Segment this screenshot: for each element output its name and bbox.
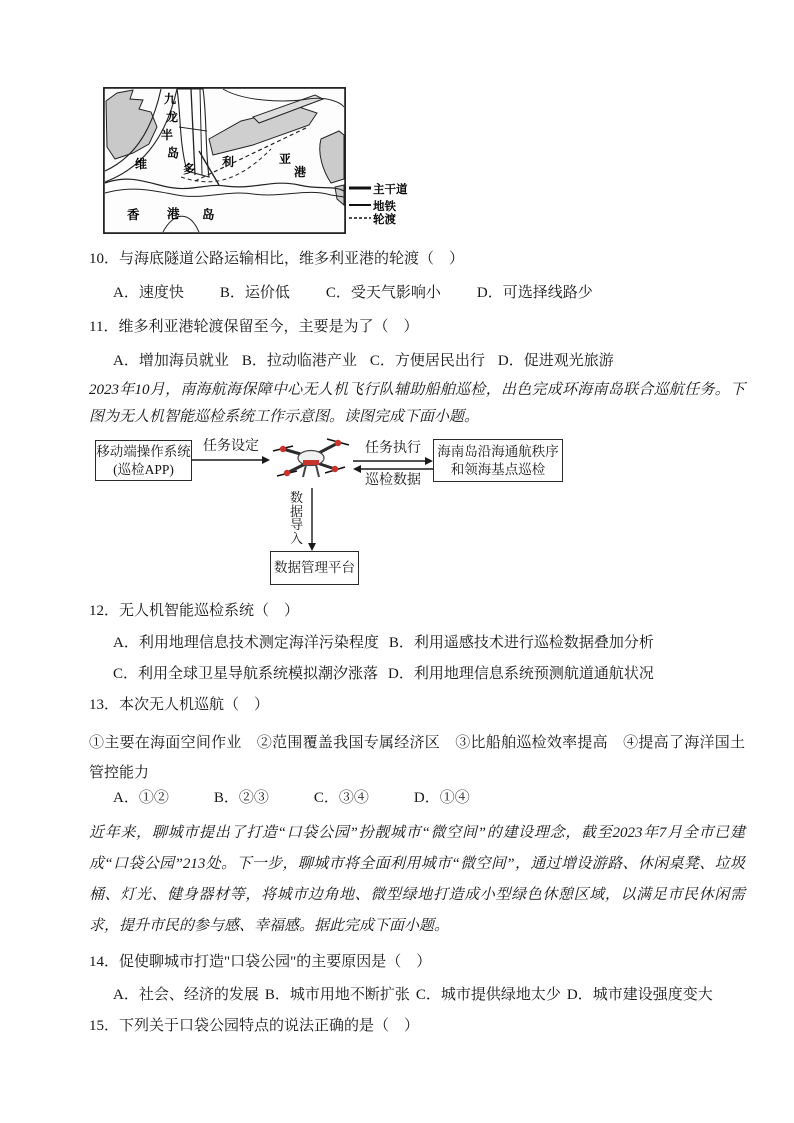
- map-label-kowloon-char: 半: [161, 128, 174, 142]
- arrow-label-task-set: 任务设定: [203, 439, 259, 454]
- option-d: D．城市建设强度变大: [566, 987, 713, 1003]
- map-label-island-char: 港: [167, 207, 180, 221]
- question-13: [89, 697, 745, 807]
- option-a: A．①②: [113, 790, 169, 806]
- map-label-harbour-char: 利: [222, 155, 235, 169]
- option-c: C．受天气影响小: [325, 285, 441, 301]
- box-text-line: 海南岛沿海通航秩序: [437, 443, 559, 459]
- question-options: [113, 285, 745, 302]
- map-label-island-char: 香: [127, 208, 140, 222]
- question-options: [113, 353, 745, 370]
- arrow-label-data-import: 数据导入: [289, 490, 303, 546]
- box-text-line: (巡检APP): [113, 461, 174, 477]
- question-10: [89, 251, 745, 302]
- question-15: [89, 1018, 745, 1035]
- map-label-harbour-char: 维: [135, 157, 148, 171]
- legend-label-metro: 地铁: [373, 201, 396, 213]
- option-a: A．利用地理信息技术测定海洋污染程度: [113, 635, 379, 651]
- arrow-label-patrol-data: 巡检数据: [365, 473, 421, 488]
- question-text: 与海底隧道公路运输相比，维多利亚港的轮渡（ ）: [119, 251, 465, 267]
- question-sub-items: ①主要在海面空间作业 ②范围覆盖我国专属经济区 ③比船舶巡检效率提高 ④提高了海洋国土管控能力: [89, 735, 745, 781]
- question-stem: [89, 954, 745, 971]
- question-text: 下列关于口袋公园特点的说法正确的是（ ）: [119, 1018, 420, 1034]
- option-c: C．③④: [313, 790, 369, 806]
- legend-label-ferry: 轮渡: [373, 214, 396, 226]
- option-a: A．社会、经济的发展: [113, 987, 259, 1003]
- legend-label-main-road: 主干道: [373, 184, 408, 196]
- box-text-line: 数据管理平台: [274, 560, 355, 575]
- map-label-harbour-char: 亚: [279, 152, 292, 166]
- option-d: D．利用地理信息系统预测航道通航状况: [388, 666, 654, 682]
- option-d: D．促进观光旅游: [497, 353, 614, 369]
- question-text: 本次无人机巡航（ ）: [119, 697, 270, 713]
- option-b: B．拉动临港产业: [241, 353, 357, 369]
- intro-paragraph-drone: 2023年10月，南海航海保障中心无人机飞行队辅助船舶巡检，出色完成环海南岛联合巡航任务。下图为无人机智能巡检系统工作示意图。读图完成下面小题。: [89, 382, 745, 425]
- map-label-island-char: 岛: [202, 208, 215, 222]
- flowchart-box-patrol-target: [433, 439, 563, 482]
- option-d: D．可选择线路少: [476, 285, 593, 301]
- question-options: [113, 790, 745, 807]
- arrowhead-right: [425, 457, 433, 465]
- option-c: C．方便居民出行: [369, 353, 485, 369]
- question-text: 维多利亚港轮渡保留至今，主要是为了（ ）: [118, 319, 419, 335]
- flowchart-box-mobile-os: [95, 440, 192, 481]
- question-11: [89, 319, 745, 370]
- option-a: A．增加海员就业: [113, 353, 229, 369]
- question-options-row2: [113, 666, 745, 683]
- option-d: D．①④: [413, 790, 470, 806]
- question-stem: [89, 603, 745, 620]
- map-label-harbour-char: 多: [183, 162, 196, 176]
- question-number: 12．: [89, 603, 120, 619]
- question-number: 13．: [89, 697, 120, 713]
- harbour-map-drawing: [103, 87, 483, 234]
- option-b: B．城市用地不断扩张: [264, 987, 410, 1003]
- drone-icon: [269, 431, 353, 487]
- question-number: 15．: [89, 1018, 120, 1034]
- question-12: [89, 603, 745, 683]
- question-number: 10．: [89, 251, 120, 267]
- box-text-line: 移动端操作系统: [96, 443, 191, 459]
- question-stem: [89, 1018, 745, 1035]
- option-a: A．速度快: [113, 285, 184, 301]
- question-text: 无人机智能巡检系统（ ）: [119, 603, 300, 619]
- drone-system-flowchart: [89, 431, 745, 588]
- option-c: C．利用全球卫星导航系统模拟潮汐涨落: [113, 666, 379, 682]
- question-stem: [89, 251, 745, 268]
- box-text-line: 和领海基点巡检: [450, 461, 546, 477]
- question-stem: [89, 319, 745, 336]
- question-number: 11．: [89, 319, 119, 335]
- question-options-row1: [113, 635, 745, 652]
- map-label-kowloon-char: 龙: [166, 110, 179, 124]
- map-label-harbour-char: 港: [294, 165, 307, 179]
- arrowhead-down: [308, 543, 316, 551]
- arrow-label-task-exec: 任务执行: [365, 441, 421, 456]
- flowchart-box-data-platform: [270, 551, 359, 585]
- option-b: B．运价低: [219, 285, 290, 301]
- arrowhead-left: [353, 465, 361, 473]
- option-b: B．②③: [213, 790, 269, 806]
- option-b: B．利用遥感技术进行巡检数据叠加分析: [388, 635, 654, 651]
- intro-paragraph-pocket-park: 近年来，聊城市提出了打造“口袋公园”扮靓城市“微空间”的建设理念，截至2023年7月全市已建成“口袋公园”213处。下一步，聊城市将全面利用城市“微空间”，通过增设游路、休闲桌凳、垃圾桶、灯光、健身器材等，将城市边角地、微型绿地打造成小型绿色休憩区域，以满足市民休闲需求，提升市民的参与感、幸福感。据此完成下面小题。: [89, 825, 745, 934]
- option-c: C．城市提供绿地太少: [415, 987, 561, 1003]
- question-options: [113, 987, 745, 1004]
- question-number: 14．: [89, 954, 120, 970]
- question-text: 促使聊城市打造"口袋公园"的主要原因是（ ）: [119, 954, 432, 970]
- map-label-kowloon-char: 九: [164, 92, 177, 106]
- victoria-harbour-map: [103, 87, 483, 234]
- question-stem: [89, 697, 745, 714]
- map-label-kowloon-char: 岛: [167, 146, 180, 160]
- question-14: [89, 954, 745, 1004]
